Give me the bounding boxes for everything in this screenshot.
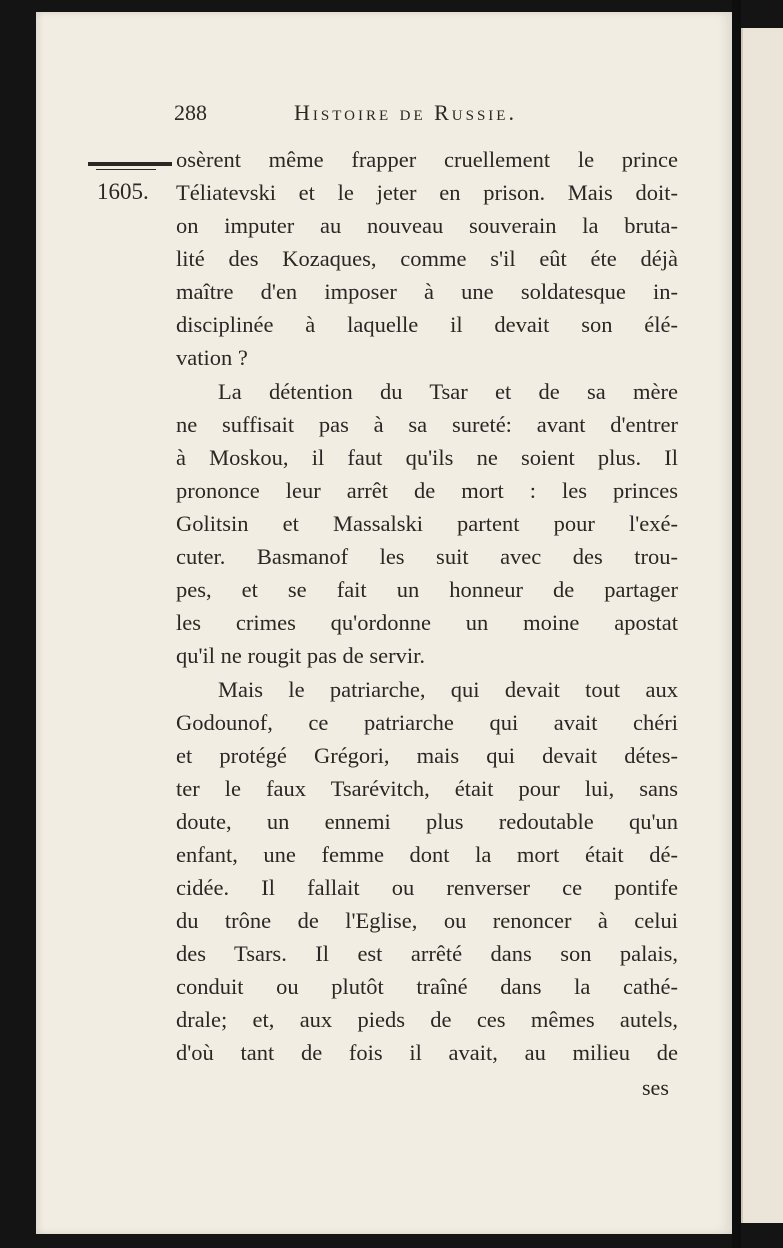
margin-year: 1605. xyxy=(97,179,149,204)
running-head xyxy=(174,100,684,132)
adjacent-page-edge xyxy=(741,28,783,1223)
text-line: osèrent même frapper cruellement le prince xyxy=(176,147,678,172)
text-line: les crimes qu'ordonne un moine apostat xyxy=(176,610,678,635)
text-line: du trône de l'Eglise, ou renoncer à celui xyxy=(176,908,678,933)
text-line: d'où tant de fois il avait, au milieu de xyxy=(176,1040,678,1065)
text-line: drale; et, aux pieds de ces mêmes autels, xyxy=(176,1007,678,1032)
text-line: ter le faux Tsarévitch, était pour lui, sans xyxy=(176,776,678,801)
text-line: lité des Kozaques, comme s'il eût éte déjà xyxy=(176,246,678,271)
text-line: à Moskou, il faut qu'ils ne soient plus. Il xyxy=(176,445,678,470)
margin-rule xyxy=(88,162,172,166)
catchword: ses xyxy=(642,1075,669,1100)
text-line: prononce leur arrêt de mort : les princes xyxy=(176,478,678,503)
book-title: Histoire de Russie. xyxy=(294,100,517,125)
text-line: enfant, une femme dont la mort était dé- xyxy=(176,842,678,867)
text-line: et protégé Grégori, mais qui devait détes- xyxy=(176,743,678,768)
text-line: qu'il ne rougit pas de servir. xyxy=(176,643,426,668)
text-line: Godounof, ce patriarche qui avait chéri xyxy=(176,710,678,735)
text-line: maître d'en imposer à une soldatesque in- xyxy=(176,279,678,304)
text-line: disciplinée à laquelle il devait son élé- xyxy=(176,312,678,337)
text-line: doute, un ennemi plus redoutable qu'un xyxy=(176,809,678,834)
book-gutter xyxy=(732,0,741,1248)
text-line: vation ? xyxy=(176,345,248,370)
text-line: La détention du Tsar et de sa mère xyxy=(218,379,678,404)
text-line: cidée. Il fallait ou renverser ce pontife xyxy=(176,875,678,900)
text-line: Téliatevski et le jeter en prison. Mais doit- xyxy=(176,180,678,205)
text-line: cuter. Basmanof les suit avec des trou- xyxy=(176,544,678,569)
text-line: conduit ou plutôt traîné dans la cathé- xyxy=(176,974,678,999)
text-line: Mais le patriarche, qui devait tout aux xyxy=(218,677,678,702)
text-line: pes, et se fait un honneur de partager xyxy=(176,577,678,602)
page-number: 288 xyxy=(174,100,207,125)
text-line: on imputer au nouveau souverain la bruta- xyxy=(176,213,678,238)
text-line: Golitsin et Massalski partent pour l'exé- xyxy=(176,511,678,536)
text-line: des Tsars. Il est arrêté dans son palais, xyxy=(176,941,678,966)
text-line: ne suffisait pas à sa sureté: avant d'entrer xyxy=(176,412,678,437)
